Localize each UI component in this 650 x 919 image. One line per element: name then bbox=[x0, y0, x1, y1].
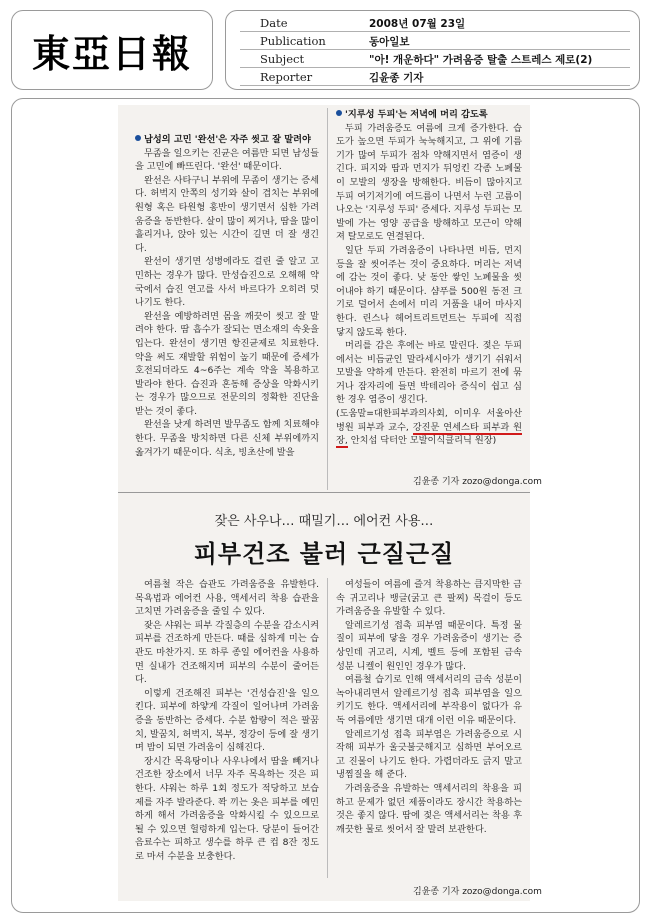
byline: 김윤종 기자 zozo@donga.com bbox=[413, 887, 542, 897]
top-left-column bbox=[135, 133, 319, 488]
bottom-left-column bbox=[135, 578, 319, 880]
paragraph: 일단 두피 가려움증이 나타나면 비듬, 먼지 등을 잘 씻어주는 것이 중요하다. 머리는 저녁에 감는 것이 좋다. 낮 동안 쌓인 노폐물을 씻어내야 하기 때문이다. 샴푸를 500원 동전 크기로 덜어서 손에서 미리 거품을 내어 마사지한다. 린스나 헤어트리트먼트는 두피에 직접 닿지 않도록 한다. bbox=[336, 244, 522, 338]
paragraph: 이렇게 건조해진 피부는 '건성습진'을 일으킨다. 피부에 하얗게 각질이 일어나며 가려움증을 동반하는 증세다. 수분 함량이 적은 팔꿈치, 발꿈치, 허벅지, 복부, 정강이 등에 잘 생기며 밤이 되면 가려움이 심해진다. bbox=[135, 687, 319, 754]
paragraph: 장시간 목욕탕이나 사우나에서 땀을 빼거나 건조한 장소에서 너무 자주 목욕하는 것은 피한다. 샤워는 하루 1회 정도가 적당하고 보습제를 자주 발라준다. 꽉 끼는 옷은 피부를 예민하게 해서 가려움증을 악화시킬 수 있으므로 될 수 있으면 헐렁하게 입는다. 당분이 들어간 음료수는 피하고 생수를 하루 큰 컵 8잔 정도로 마셔 수분을 보충한다. bbox=[135, 755, 319, 862]
subject-label: Subject bbox=[260, 52, 305, 66]
info-row-subject bbox=[240, 50, 630, 68]
bottom-right-column bbox=[336, 578, 522, 868]
kicker: 잦은 사우나… 때밀기… 에어컨 사용… bbox=[214, 514, 434, 529]
clipping-info-panel bbox=[225, 10, 640, 90]
paragraph: 여름철 습기로 인해 액세서리의 금속 성분이 녹아내리면서 알레르기성 접촉 피부염을 일으키기도 한다. 액세서리에 부작용이 없다가 유독 여름에만 생기면 대개 이런 이유 때문이다. bbox=[336, 674, 522, 726]
paragraph: 무좀을 일으키는 진균은 여름만 되면 남성들을 고민에 빠뜨린다. '완선' 때문이다. bbox=[135, 147, 319, 173]
column-divider bbox=[327, 108, 328, 490]
paragraph: 완선이 생기면 성병에라도 걸린 줄 알고 고민하는 경우가 많다. 만성습진으로 오해해 약국에서 습진 연고를 사서 바르다가 오히려 덧나기도 한다. bbox=[135, 256, 319, 309]
paragraph: 머리를 감은 후에는 바로 말린다. 젖은 두피에서는 비듬균인 말라세시아가 생기기 쉬워서 모발을 약하게 만든다. 완전히 마르기 전에 묶거나 잠자리에 들면 박테리아 증식이 쉽고 심한 경우 염증이 생긴다. bbox=[336, 340, 522, 406]
paragraph: 완선을 낫게 하려면 발무좀도 함께 치료해야 한다. 무좀을 방치하면 다른 신체 부위에까지 옮겨가기 때문이다. 식초, 빙초산에 발을 bbox=[135, 419, 319, 458]
paragraph: 여름철 작은 습관도 가려움증을 유발한다. 목욕법과 에어컨 사용, 액세서리 착용 습관을 고치면 가려움증을 줄일 수 있다. bbox=[135, 579, 319, 618]
paragraph: 완선은 사타구니 부위에 무좀이 생기는 증세다. 허벅지 안쪽의 성기와 살이 겹치는 부위에 원형 혹은 타원형 홍반이 생기면서 심한 가려움증을 동반한다. 살이 많이 찌거나, 땀을 많이 흘리거나, 앉아 있는 시간이 길면 더 잘 생긴다. bbox=[135, 174, 319, 254]
paragraph: 가려움증을 유발하는 액세서리의 착용을 피하고 문제가 없던 제품이라도 장시간 착용하는 것은 좋지 않다. 땀에 젖은 액세서리는 착용 후 깨끗한 물로 씻어서 잘 말려 보관한다. bbox=[336, 782, 522, 835]
paragraph: 잦은 샤워는 피부 각질층의 수분을 감소시켜 피부를 건조하게 만든다. 때를 심하게 미는 습관도 마찬가지. 또 하루 종일 에어컨을 사용하면 실내가 건조해지며 피부의 수분이 줄어든다. bbox=[135, 619, 319, 686]
newspaper-logo: 東亞日報 bbox=[31, 30, 192, 76]
subject-value: "아! 개운하다" 가려움증 탈출 스트레스 제로(2) bbox=[369, 54, 593, 66]
byline: 김윤종 기자 zozo@donga.com bbox=[413, 477, 542, 487]
highlighted-source: 강진문 연세스타 피부과 원장, bbox=[336, 421, 522, 447]
bullet-icon bbox=[336, 110, 342, 116]
section-subheading: '지루성 두피'는 저녁에 머리 감도록 bbox=[336, 108, 522, 122]
reporter-value: 김윤종 기자 bbox=[369, 72, 424, 84]
paragraph: 알레르기성 접촉 피부염은 가려움증으로 시작해 피부가 울긋불긋해지고 심하면 부어오르고 진물이 나기도 한다. 가렵더라도 긁지 말고 냉찜질을 해 준다. bbox=[336, 728, 522, 781]
column-divider bbox=[327, 578, 328, 878]
source-note: (도움말=대한피부과의사회, 이미우 서울아산병원 피부과 교수, 강진문 연세스타 피부과 원장, 안치섭 닥터안 모발이식클리닉 원장) bbox=[336, 408, 522, 447]
paragraph: 여성들이 여름에 즐겨 착용하는 큼지막한 금속 귀고리나 뱅글(굵고 큰 팔찌) 목걸이 등도 가려움증을 유발할 수 있다. bbox=[336, 579, 522, 618]
section-subheading: 남성의 고민 '완선'은 자주 씻고 잘 말려야 bbox=[135, 133, 319, 147]
bullet-icon bbox=[135, 135, 141, 141]
reporter-label: Reporter bbox=[260, 70, 313, 84]
publication-value: 동아일보 bbox=[369, 36, 410, 48]
info-row-date bbox=[240, 14, 630, 32]
paragraph: 알레르기성 접촉 피부염 때문이다. 특정 물질이 피부에 닿을 경우 가려움증이 생기는 증상인데 귀고리, 시계, 벨트 등에 포함된 금속 성분 니켈이 원인인 경우가 많다. bbox=[336, 619, 522, 672]
date-value: 2008년 07월 23일 bbox=[369, 18, 466, 30]
info-row-reporter bbox=[240, 68, 630, 86]
date-label: Date bbox=[260, 16, 288, 30]
info-row-publication bbox=[240, 32, 630, 50]
masthead-panel bbox=[11, 10, 213, 90]
headline: 피부건조 불러 근질근질 bbox=[193, 540, 455, 568]
top-right-column bbox=[336, 108, 522, 470]
paragraph: 두피 가려움증도 여름에 크게 증가한다. 습도가 높으면 두피가 눅눅해지고, 그 위에 기름기가 많여 두피가 점차 약해지면서 염증이 생긴다. 피지와 땀과 먼지가 뒤엉킨 각종 노폐물이 모발의 생장을 방해한다. 비듬이 많아지고 두피 여기저기에 여드름이 나면서 누런 고름이 나오는 '지루성 두피' 증세다. 지루성 두피는 모발에 가는 영양 공급을 방해하고 모근이 약해져 탈모로도 연결된다. bbox=[336, 122, 522, 243]
paragraph: 완선을 예방하려면 몸을 깨끗이 씻고 잘 말려야 한다. 땀 흡수가 잘되는 면소재의 속옷을 입는다. 완선이 생기면 항진균제로 치료한다. 약을 써도 재발할 위험이 높기 때문에 증세가 호전되더라도 4~6주는 계속 약을 복용하고 발라야 한다. 습진과 혼동해 증상을 악화시키는 경우가 많으므로 전문의의 정확한 진단을 받는 것이 좋다. bbox=[135, 310, 319, 417]
publication-label: Publication bbox=[260, 34, 326, 48]
section-divider bbox=[118, 492, 530, 493]
